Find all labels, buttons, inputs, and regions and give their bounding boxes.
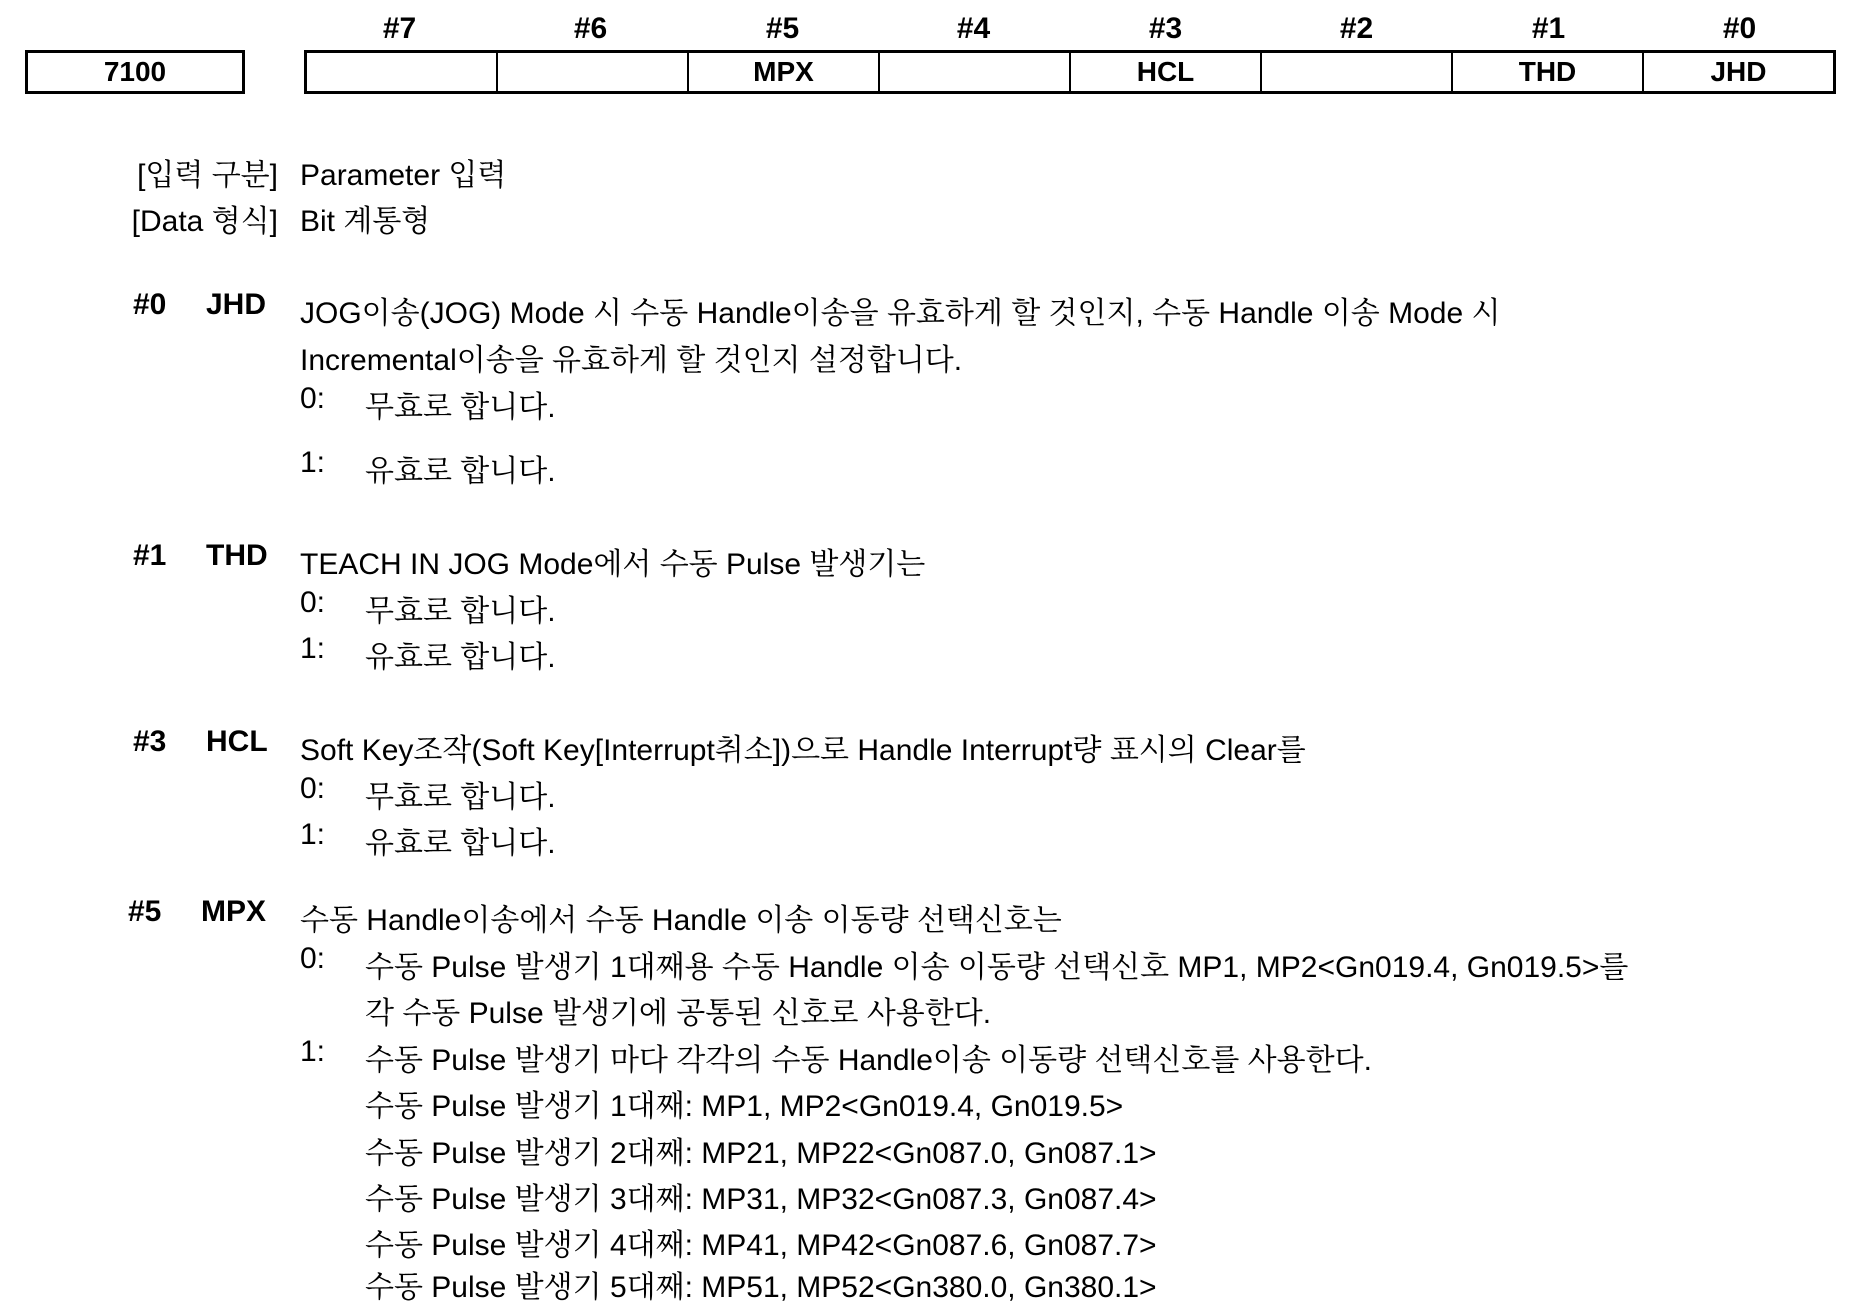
section-thd-opt1: 유효로 합니다.: [365, 641, 556, 674]
section-mpx-opt1-num: 1:: [300, 1035, 326, 1068]
section-hcl-opt0-num: 0:: [300, 772, 326, 805]
section-mpx-gen-3: 수동 Pulse 발생기 3대째: MP31, MP32<Gn087.3, Gn087.4>: [365, 1183, 1157, 1216]
section-hcl-bit: #3: [133, 725, 167, 758]
section-mpx-name: MPX: [201, 895, 267, 928]
input-type-key: [입력 구분]: [137, 159, 278, 192]
section-jhd-desc-line1: JOG이송(JOG) Mode 시 수동 Handle이송을 유효하게 할 것인지, 수동 Handle 이송 Mode 시: [300, 297, 1501, 330]
section-mpx-opt0-line2: 각 수동 Pulse 발생기에 공통된 신호로 사용한다.: [365, 997, 992, 1030]
section-jhd-opt1: 유효로 합니다.: [365, 455, 556, 488]
section-hcl-opt1: 유효로 합니다.: [365, 827, 556, 860]
section-jhd-name: JHD: [206, 288, 267, 321]
bit-cell-6: [498, 53, 689, 91]
section-mpx-bit: #5: [128, 895, 162, 928]
bit-cell-1: THD: [1453, 53, 1644, 91]
section-jhd-opt1-num: 1:: [300, 446, 326, 479]
parameter-number-box: 7100: [25, 50, 245, 94]
data-type-key: [Data 형식]: [131, 205, 278, 238]
bit-header-row: [0, 12, 1853, 46]
bit-label-6: #6: [573, 12, 608, 45]
bit-label-3: #3: [1148, 12, 1183, 45]
bit-cell-7: [307, 53, 498, 91]
section-thd-header: [133, 539, 303, 575]
section-jhd-bit: #0: [133, 288, 167, 321]
section-hcl-opt1-num: 1:: [300, 818, 326, 851]
bit-cell-0: JHD: [1710, 56, 1767, 87]
section-jhd-desc-line2: Incremental이송을 유효하게 할 것인지 설정합니다.: [300, 344, 963, 377]
bit-label-0: #0: [1722, 12, 1757, 45]
bit-label-2: #2: [1339, 12, 1374, 45]
bit-cell-4: [880, 53, 1071, 91]
bit-label-4: #4: [956, 12, 991, 45]
bit-cell-3: HCL: [1071, 53, 1262, 91]
input-type-value: Parameter 입력: [300, 159, 507, 192]
section-thd-desc-line1: TEACH IN JOG Mode에서 수동 Pulse 발생기는: [300, 548, 926, 581]
input-type-row: [0, 150, 1853, 190]
bit-label-7: #7: [382, 12, 417, 45]
section-thd-name: THD: [206, 539, 268, 572]
section-mpx-opt1-line1: 수동 Pulse 발생기 마다 각각의 수동 Handle이송 이동량 선택신호를 사용한다.: [365, 1044, 1372, 1077]
section-mpx-header: [128, 895, 303, 931]
section-mpx-desc-line1: 수동 Handle이송에서 수동 Handle 이송 이동량 선택신호는: [300, 904, 1062, 937]
section-jhd-header: [133, 288, 303, 324]
section-mpx-gen-5: 수동 Pulse 발생기 5대째: MP51, MP52<Gn380.0, Gn380.1>: [365, 1271, 1157, 1304]
section-mpx-gen-1: 수동 Pulse 발생기 1대째: MP1, MP2<Gn019.4, Gn019.5>: [365, 1090, 1124, 1123]
section-jhd-opt0-num: 0:: [300, 382, 326, 415]
section-mpx-gen-4: 수동 Pulse 발생기 4대째: MP41, MP42<Gn087.6, Gn087.7>: [365, 1229, 1157, 1262]
section-hcl-name: HCL: [206, 725, 268, 758]
section-mpx-gen-2: 수동 Pulse 발생기 2대째: MP21, MP22<Gn087.0, Gn087.1>: [365, 1137, 1157, 1170]
bit-cell-5: MPX: [689, 53, 880, 91]
bit-cell-row: [304, 50, 1836, 94]
section-jhd-opt0: 무효로 합니다.: [365, 391, 556, 424]
bit-label-5: #5: [765, 12, 800, 45]
data-type-value: Bit 계통형: [300, 205, 431, 238]
section-thd-opt0: 무효로 합니다.: [365, 595, 556, 628]
section-hcl-desc-line1: Soft Key조작(Soft Key[Interrupt취소])으로 Handle Interrupt량 표시의 Clear를: [300, 734, 1306, 767]
bit-cell-2: [1262, 53, 1453, 91]
section-mpx-opt0-num: 0:: [300, 942, 326, 975]
section-thd-bit: #1: [133, 539, 167, 572]
data-type-row: [0, 196, 1853, 236]
section-thd-opt0-num: 0:: [300, 586, 326, 619]
section-mpx-opt0-line1: 수동 Pulse 발생기 1대째용 수동 Handle 이송 이동량 선택신호 MP1, MP2<Gn019.4, Gn019.5>를: [365, 951, 1629, 984]
section-thd-opt1-num: 1:: [300, 632, 326, 665]
section-hcl-opt0: 무효로 합니다.: [365, 781, 556, 814]
bit-label-1: #1: [1531, 12, 1566, 45]
section-hcl-header: [133, 725, 303, 761]
